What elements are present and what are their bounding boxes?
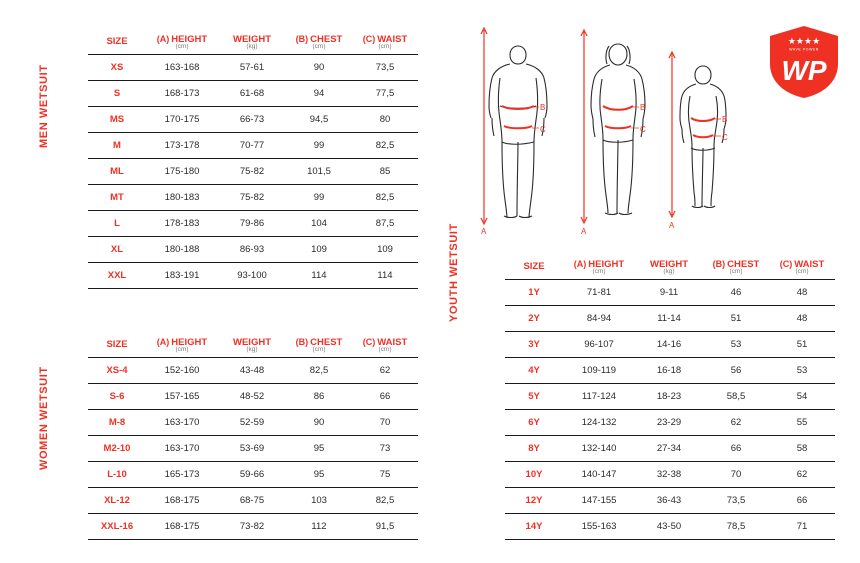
col-size bbox=[88, 333, 146, 357]
cell-value: 48 bbox=[769, 279, 835, 305]
col-waist-label: WAIST bbox=[377, 33, 408, 45]
table-row bbox=[88, 236, 418, 262]
col-size-label: SIZE bbox=[523, 261, 545, 273]
cell-value: 46 bbox=[703, 279, 769, 305]
table-row bbox=[88, 80, 418, 106]
cell-value: 66-73 bbox=[218, 106, 286, 132]
cell-value: 59-66 bbox=[218, 461, 286, 487]
cell-size: 8Y bbox=[505, 435, 563, 461]
man-figure bbox=[489, 46, 547, 218]
col-chest-tag: (B) bbox=[295, 33, 309, 44]
cell-size: L-10 bbox=[88, 461, 146, 487]
table-row bbox=[88, 435, 418, 461]
col-waist-unit: (cm) bbox=[378, 345, 392, 353]
col-chest bbox=[286, 333, 352, 357]
col-chest-unit: (cm) bbox=[729, 267, 743, 275]
cell-value: 80 bbox=[352, 106, 418, 132]
cell-value: 109-119 bbox=[563, 357, 635, 383]
table-row bbox=[88, 487, 418, 513]
cell-value: 11-14 bbox=[635, 305, 703, 331]
table-row bbox=[505, 513, 835, 539]
youth-size-table bbox=[505, 255, 835, 540]
measurement-figures bbox=[478, 22, 778, 237]
cell-value: 55 bbox=[769, 409, 835, 435]
cell-value: 86 bbox=[286, 383, 352, 409]
table-row bbox=[88, 409, 418, 435]
cell-value: 70 bbox=[703, 461, 769, 487]
col-waist bbox=[352, 30, 418, 54]
youth-waist-label: C bbox=[722, 133, 728, 142]
cell-value: 114 bbox=[286, 262, 352, 288]
col-height-label: HEIGHT bbox=[588, 258, 625, 270]
cell-value: 173-178 bbox=[146, 132, 218, 158]
cell-value: 18-23 bbox=[635, 383, 703, 409]
table-row bbox=[88, 106, 418, 132]
cell-value: 51 bbox=[703, 305, 769, 331]
cell-value: 103 bbox=[286, 487, 352, 513]
cell-value: 43-50 bbox=[635, 513, 703, 539]
cell-size: M-8 bbox=[88, 409, 146, 435]
cell-value: 114 bbox=[352, 262, 418, 288]
cell-value: 36-43 bbox=[635, 487, 703, 513]
woman-height-label: A bbox=[581, 227, 587, 236]
cell-value: 27-34 bbox=[635, 435, 703, 461]
cell-value: 124-132 bbox=[563, 409, 635, 435]
cell-value: 163-170 bbox=[146, 409, 218, 435]
cell-size: S bbox=[88, 80, 146, 106]
cell-value: 56 bbox=[703, 357, 769, 383]
col-waist-unit: (cm) bbox=[378, 42, 392, 50]
cell-size: 3Y bbox=[505, 331, 563, 357]
cell-value: 82,5 bbox=[352, 132, 418, 158]
table-row bbox=[505, 409, 835, 435]
youth-table-body bbox=[505, 279, 835, 539]
woman-waist-label: C bbox=[640, 125, 646, 134]
cell-value: 77,5 bbox=[352, 80, 418, 106]
col-weight-unit: (kg) bbox=[663, 267, 675, 275]
cell-value: 90 bbox=[286, 54, 352, 80]
col-waist-tag: (C) bbox=[779, 258, 793, 269]
col-height-unit: (cm) bbox=[592, 267, 606, 275]
col-height-tag: (A) bbox=[156, 33, 170, 44]
cell-value: 53-69 bbox=[218, 435, 286, 461]
col-size bbox=[88, 30, 146, 54]
cell-value: 95 bbox=[286, 435, 352, 461]
cell-value: 117-124 bbox=[563, 383, 635, 409]
table-row bbox=[88, 513, 418, 539]
cell-size: 4Y bbox=[505, 357, 563, 383]
cell-value: 58,5 bbox=[703, 383, 769, 409]
youth-height-label: A bbox=[669, 221, 675, 230]
col-weight-unit: (kg) bbox=[246, 42, 258, 50]
col-weight-unit: (kg) bbox=[246, 345, 258, 353]
women-table-body bbox=[88, 357, 418, 539]
cell-value: 66 bbox=[352, 383, 418, 409]
logo-stars: ★★★★ bbox=[787, 36, 821, 46]
col-chest-label: CHEST bbox=[727, 258, 760, 270]
cell-size: S-6 bbox=[88, 383, 146, 409]
col-weight-label: WEIGHT bbox=[650, 258, 688, 270]
cell-size: 10Y bbox=[505, 461, 563, 487]
woman-chest-label: B bbox=[640, 103, 646, 112]
cell-value: 99 bbox=[286, 184, 352, 210]
cell-value: 175-180 bbox=[146, 158, 218, 184]
cell-size: ML bbox=[88, 158, 146, 184]
cell-size: XL bbox=[88, 236, 146, 262]
cell-value: 71 bbox=[769, 513, 835, 539]
col-height-unit: (cm) bbox=[175, 345, 189, 353]
col-chest-label: CHEST bbox=[310, 33, 343, 45]
table-row bbox=[88, 158, 418, 184]
man-measure-bands bbox=[502, 106, 534, 128]
logo-monogram: WP bbox=[781, 55, 827, 86]
col-waist-label: WAIST bbox=[794, 258, 825, 270]
section-label-men: MEN WETSUIT bbox=[38, 64, 50, 148]
col-waist-label: WAIST bbox=[377, 336, 408, 348]
cell-value: 104 bbox=[286, 210, 352, 236]
cell-value: 82,5 bbox=[352, 184, 418, 210]
cell-value: 51 bbox=[769, 331, 835, 357]
cell-value: 79-86 bbox=[218, 210, 286, 236]
cell-value: 16-18 bbox=[635, 357, 703, 383]
table-row bbox=[88, 383, 418, 409]
cell-value: 73-82 bbox=[218, 513, 286, 539]
cell-value: 73,5 bbox=[703, 487, 769, 513]
cell-value: 61-68 bbox=[218, 80, 286, 106]
col-height bbox=[146, 30, 218, 54]
cell-value: 93-100 bbox=[218, 262, 286, 288]
man-waist-label: C bbox=[540, 125, 546, 134]
cell-size: XL-12 bbox=[88, 487, 146, 513]
table-row bbox=[88, 54, 418, 80]
cell-size: XXL-16 bbox=[88, 513, 146, 539]
table-row bbox=[505, 435, 835, 461]
col-size-label: SIZE bbox=[106, 339, 128, 351]
cell-value: 66 bbox=[703, 435, 769, 461]
table-row bbox=[505, 357, 835, 383]
cell-value: 70-77 bbox=[218, 132, 286, 158]
table-header-row bbox=[88, 333, 418, 357]
section-label-women: WOMEN WETSUIT bbox=[38, 366, 50, 470]
cell-value: 82,5 bbox=[352, 487, 418, 513]
cell-value: 57-61 bbox=[218, 54, 286, 80]
cell-value: 95 bbox=[286, 461, 352, 487]
cell-value: 58 bbox=[769, 435, 835, 461]
cell-value: 180-183 bbox=[146, 184, 218, 210]
cell-value: 84-94 bbox=[563, 305, 635, 331]
cell-size: 6Y bbox=[505, 409, 563, 435]
men-size-table bbox=[88, 30, 418, 289]
col-waist bbox=[352, 333, 418, 357]
table-row bbox=[88, 461, 418, 487]
cell-size: XXL bbox=[88, 262, 146, 288]
cell-value: 112 bbox=[286, 513, 352, 539]
cell-value: 86-93 bbox=[218, 236, 286, 262]
cell-value: 82,5 bbox=[286, 357, 352, 383]
cell-value: 14-16 bbox=[635, 331, 703, 357]
cell-value: 180-188 bbox=[146, 236, 218, 262]
cell-value: 68-75 bbox=[218, 487, 286, 513]
women-size-table bbox=[88, 333, 418, 540]
cell-value: 168-175 bbox=[146, 487, 218, 513]
cell-value: 62 bbox=[703, 409, 769, 435]
col-height-label: HEIGHT bbox=[171, 33, 208, 45]
cell-size: 14Y bbox=[505, 513, 563, 539]
col-chest-tag: (B) bbox=[712, 258, 726, 269]
table-row bbox=[88, 262, 418, 288]
table-row bbox=[505, 305, 835, 331]
table-row bbox=[505, 331, 835, 357]
cell-value: 53 bbox=[703, 331, 769, 357]
cell-size: M2-10 bbox=[88, 435, 146, 461]
col-height-tag: (A) bbox=[156, 336, 170, 347]
cell-value: 73 bbox=[352, 435, 418, 461]
cell-value: 62 bbox=[352, 357, 418, 383]
col-weight-label: WEIGHT bbox=[233, 33, 271, 45]
cell-size: XS-4 bbox=[88, 357, 146, 383]
cell-value: 94 bbox=[286, 80, 352, 106]
cell-value: 32-38 bbox=[635, 461, 703, 487]
col-weight-label: WEIGHT bbox=[233, 336, 271, 348]
cell-value: 183-191 bbox=[146, 262, 218, 288]
cell-value: 170-175 bbox=[146, 106, 218, 132]
youth-height-arrow bbox=[669, 52, 675, 217]
cell-value: 43-48 bbox=[218, 357, 286, 383]
cell-value: 109 bbox=[286, 236, 352, 262]
col-waist-tag: (C) bbox=[362, 336, 376, 347]
cell-value: 87,5 bbox=[352, 210, 418, 236]
cell-value: 73,5 bbox=[352, 54, 418, 80]
youth-measure-bands bbox=[691, 118, 715, 137]
woman-height-arrow bbox=[581, 30, 587, 223]
cell-value: 52-59 bbox=[218, 409, 286, 435]
man-chest-label: B bbox=[540, 103, 546, 112]
cell-value: 66 bbox=[769, 487, 835, 513]
col-height-tag: (A) bbox=[573, 258, 587, 269]
cell-value: 53 bbox=[769, 357, 835, 383]
col-chest-label: CHEST bbox=[310, 336, 343, 348]
cell-value: 91,5 bbox=[352, 513, 418, 539]
cell-value: 155-163 bbox=[563, 513, 635, 539]
cell-value: 101,5 bbox=[286, 158, 352, 184]
cell-value: 157-165 bbox=[146, 383, 218, 409]
youth-chest-label: B bbox=[722, 115, 728, 124]
cell-size: M bbox=[88, 132, 146, 158]
table-row bbox=[505, 461, 835, 487]
cell-size: 2Y bbox=[505, 305, 563, 331]
cell-size: 5Y bbox=[505, 383, 563, 409]
cell-size: 1Y bbox=[505, 279, 563, 305]
col-chest bbox=[703, 255, 769, 279]
cell-value: 168-175 bbox=[146, 513, 218, 539]
col-height-label: HEIGHT bbox=[171, 336, 208, 348]
cell-value: 62 bbox=[769, 461, 835, 487]
cell-value: 71-81 bbox=[563, 279, 635, 305]
col-size bbox=[505, 255, 563, 279]
col-weight bbox=[635, 255, 703, 279]
col-height-unit: (cm) bbox=[175, 42, 189, 50]
cell-size: L bbox=[88, 210, 146, 236]
cell-value: 163-168 bbox=[146, 54, 218, 80]
cell-size: MT bbox=[88, 184, 146, 210]
cell-value: 99 bbox=[286, 132, 352, 158]
woman-measure-bands bbox=[603, 106, 633, 128]
cell-value: 75 bbox=[352, 461, 418, 487]
cell-value: 48-52 bbox=[218, 383, 286, 409]
table-row bbox=[505, 487, 835, 513]
man-height-label: A bbox=[481, 227, 487, 236]
col-waist-unit: (cm) bbox=[795, 267, 809, 275]
cell-size: 12Y bbox=[505, 487, 563, 513]
col-chest-tag: (B) bbox=[295, 336, 309, 347]
logo-tagline: WAVE POWER bbox=[789, 47, 819, 52]
cell-value: 109 bbox=[352, 236, 418, 262]
cell-value: 168-173 bbox=[146, 80, 218, 106]
col-chest-unit: (cm) bbox=[312, 345, 326, 353]
col-height bbox=[563, 255, 635, 279]
men-table-body bbox=[88, 54, 418, 288]
cell-value: 165-173 bbox=[146, 461, 218, 487]
cell-value: 70 bbox=[352, 409, 418, 435]
brand-logo bbox=[768, 24, 840, 100]
table-header-row bbox=[88, 30, 418, 54]
col-waist-tag: (C) bbox=[362, 33, 376, 44]
cell-value: 9-11 bbox=[635, 279, 703, 305]
cell-value: 23-29 bbox=[635, 409, 703, 435]
table-row bbox=[88, 210, 418, 236]
cell-value: 94,5 bbox=[286, 106, 352, 132]
cell-value: 163-170 bbox=[146, 435, 218, 461]
cell-value: 132-140 bbox=[563, 435, 635, 461]
cell-value: 48 bbox=[769, 305, 835, 331]
cell-value: 140-147 bbox=[563, 461, 635, 487]
cell-value: 85 bbox=[352, 158, 418, 184]
col-waist bbox=[769, 255, 835, 279]
table-row bbox=[505, 383, 835, 409]
col-chest bbox=[286, 30, 352, 54]
col-size-label: SIZE bbox=[106, 36, 128, 48]
col-weight bbox=[218, 30, 286, 54]
col-weight bbox=[218, 333, 286, 357]
table-header-row bbox=[505, 255, 835, 279]
table-row bbox=[505, 279, 835, 305]
section-label-youth: YOUTH WETSUIT bbox=[448, 223, 460, 322]
cell-value: 152-160 bbox=[146, 357, 218, 383]
cell-size: MS bbox=[88, 106, 146, 132]
cell-value: 75-82 bbox=[218, 158, 286, 184]
cell-size: XS bbox=[88, 54, 146, 80]
cell-value: 54 bbox=[769, 383, 835, 409]
man-height-arrow bbox=[481, 28, 487, 224]
table-row bbox=[88, 357, 418, 383]
table-row bbox=[88, 132, 418, 158]
col-chest-unit: (cm) bbox=[312, 42, 326, 50]
table-row bbox=[88, 184, 418, 210]
cell-value: 178-183 bbox=[146, 210, 218, 236]
cell-value: 90 bbox=[286, 409, 352, 435]
cell-value: 78,5 bbox=[703, 513, 769, 539]
col-height bbox=[146, 333, 218, 357]
cell-value: 147-155 bbox=[563, 487, 635, 513]
cell-value: 75-82 bbox=[218, 184, 286, 210]
cell-value: 96-107 bbox=[563, 331, 635, 357]
